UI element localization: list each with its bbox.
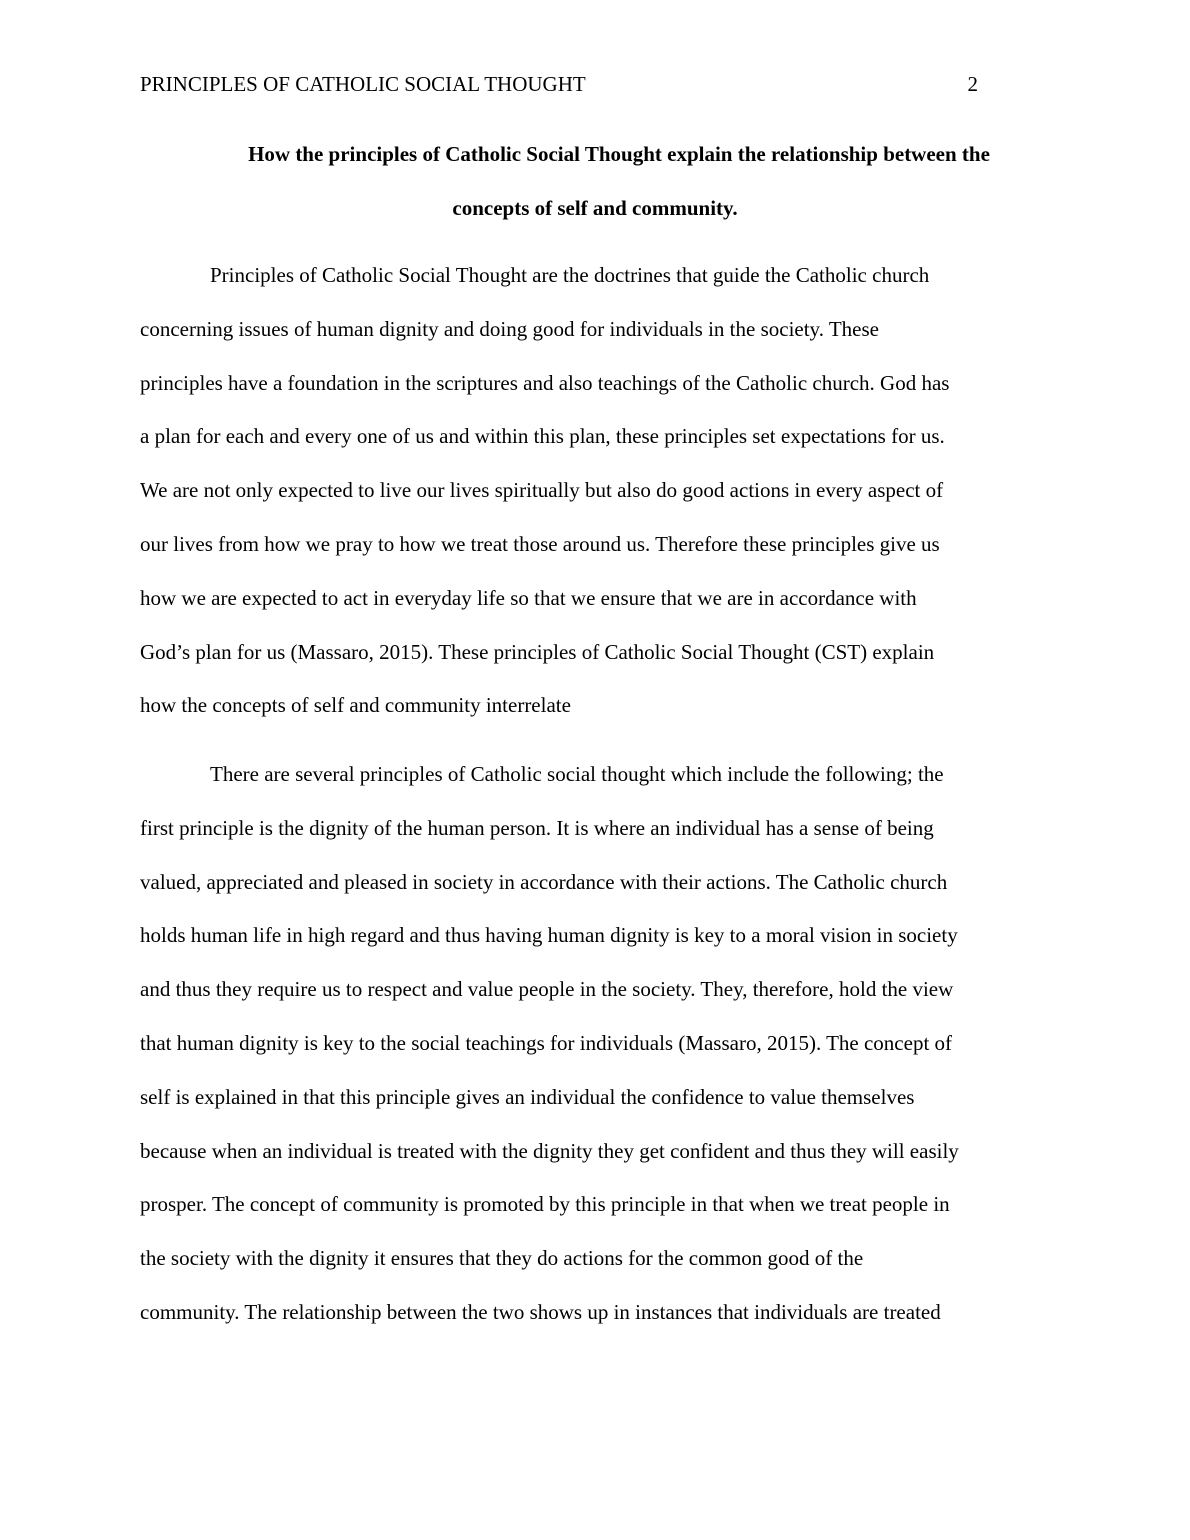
paragraph-line: prosper. The concept of community is promoted by this principle in that when we treat people in <box>140 1192 950 1217</box>
paragraph-line: because when an individual is treated with the dignity they get confident and thus they will easily <box>140 1138 959 1163</box>
page-number: 2 <box>967 72 978 96</box>
document-title <box>140 127 1050 235</box>
paragraph-line: concerning issues of human dignity and doing good for individuals in the society. These <box>140 316 879 341</box>
paragraph-line: community. The relationship between the two shows up in instances that individuals are treated <box>140 1299 941 1324</box>
paragraph-line: principles have a foundation in the scriptures and also teachings of the Catholic church. God has <box>140 370 950 395</box>
paragraph-line: There are several principles of Catholic social thought which include the following; the <box>210 762 944 786</box>
document-title-line: How the principles of Catholic Social Thought explain the relationship between the <box>248 142 990 166</box>
body-paragraph <box>140 249 1050 733</box>
paragraph-line: that human dignity is key to the social teachings for individuals (Massaro, 2015). The concept of <box>140 1030 953 1055</box>
paragraph-line: holds human life in high regard and thus having human dignity is key to a moral vision in society <box>140 923 958 948</box>
paragraph-line: our lives from how we pray to how we treat those around us. Therefore these principles give us <box>140 531 940 556</box>
paragraph-line: the society with the dignity it ensures that they do actions for the common good of the <box>140 1246 864 1271</box>
paragraph-line: Principles of Catholic Social Thought are the doctrines that guide the Catholic church <box>210 263 930 287</box>
running-head-title: PRINCIPLES OF CATHOLIC SOCIAL THOUGHT <box>140 72 586 96</box>
paragraph-line: God’s plan for us (Massaro, 2015). These principles of Catholic Social Thought (CST) explain <box>140 639 935 664</box>
paragraph-line: We are not only expected to live our lives spiritually but also do good actions in every aspect of <box>140 478 944 503</box>
paragraph-line: a plan for each and every one of us and within this plan, these principles set expectations for us. <box>140 424 945 449</box>
document-title-line: concepts of self and community. <box>452 196 738 220</box>
body-paragraph <box>140 748 1050 1340</box>
paragraph-line: and thus they require us to respect and value people in the society. They, therefore, hold the view <box>140 977 954 1002</box>
paragraph-line: how the concepts of self and community interrelate <box>140 693 571 718</box>
paragraph-line: valued, appreciated and pleased in society in accordance with their actions. The Catholic church <box>140 869 948 894</box>
paragraph-line: how we are expected to act in everyday life so that we ensure that we are in accordance with <box>140 585 917 610</box>
paragraph-line: self is explained in that this principle gives an individual the confidence to value themselves <box>140 1084 915 1109</box>
paragraph-line: first principle is the dignity of the human person. It is where an individual has a sense of being <box>140 815 934 840</box>
